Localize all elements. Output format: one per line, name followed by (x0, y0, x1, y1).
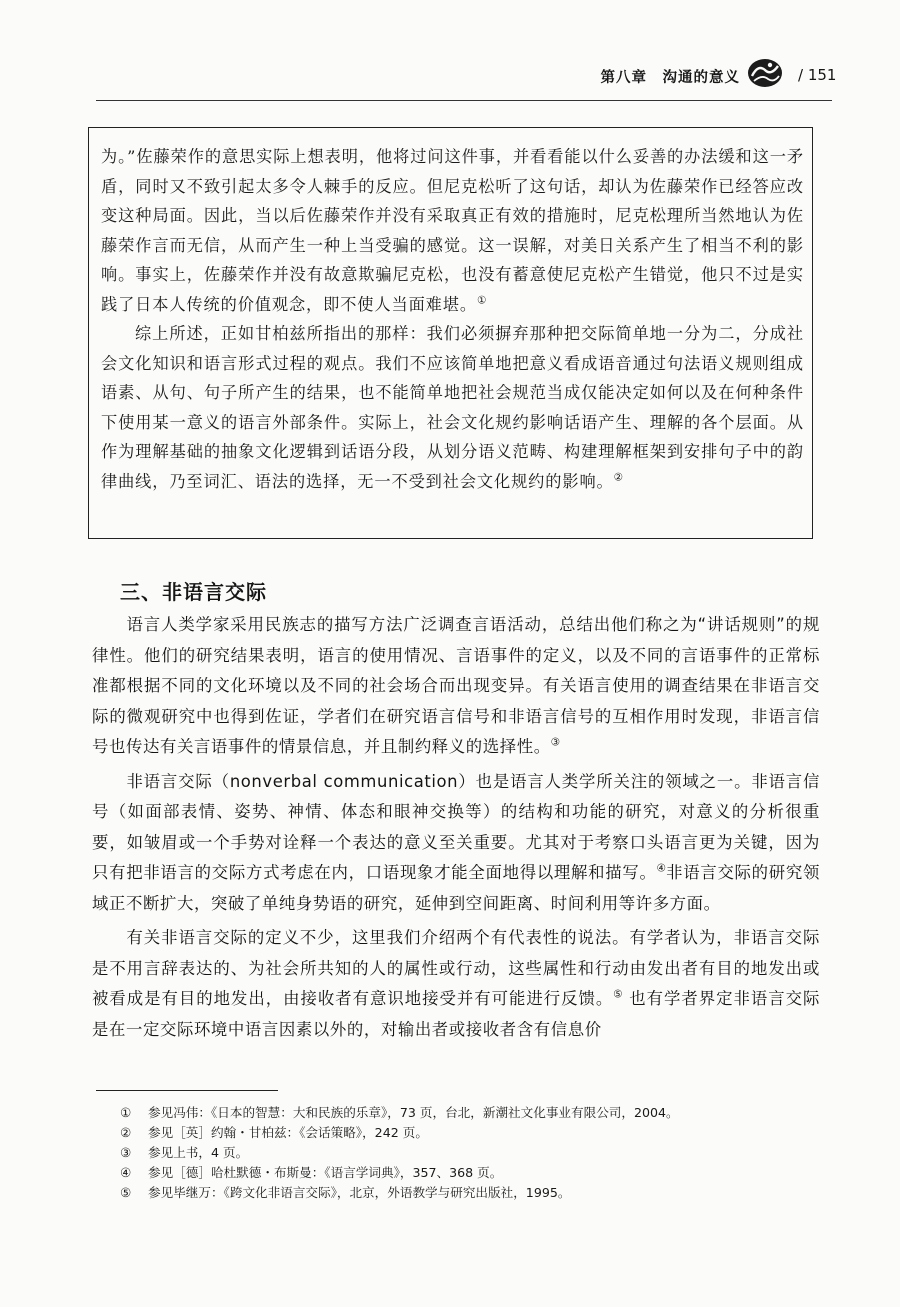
quote-box (88, 127, 813, 539)
quote-paragraph-1: 为。”佐藤荣作的意思实际上想表明，他将过问这件事，并看看能以什么妥善的办法缓和这一矛盾，同时又不致引起太多令人棘手的反应。但尼克松听了这句话，却认为佐藤荣作已经答应改变这种局面。因此，当以后佐藤荣作并没有采取真正有效的措施时，尼克松理所当然地认为佐藤荣作言而无信，从而产生一种上当受骗的感觉。这一误解，对美日关系产生了相当不利的影响。事实上，佐藤荣作并没有故意欺骗尼克松，也没有蓄意使尼克松产生错觉，他只不过是实践了日本人传统的价值观念，即不使人当面难堪。① (101, 147, 804, 314)
quote-paragraph-2: 综上所述，正如甘柏兹所指出的那样：我们必须摒弃那种把交际简单地一分为二，分成社会文化知识和语言形式过程的观点。我们不应该简单地把意义看成语音通过句法语义规则组成语素、从句、句子所产生的结果，也不能简单地把社会规范当成仅能决定如何以及在何种条件下使用某一意义的语言外部条件。实际上，社会文化规约影响话语产生、理解的各个层面。从作为理解基础的抽象文化逻辑到话语分段，从划分语义范畴、构建理解框架到安排句子中的韵律曲线，乃至词汇、语法的选择，无一不受到社会文化规约的影响。② (101, 324, 804, 491)
footnote-ref-4: ④ (656, 862, 667, 875)
footnote-2: ② 参见［英］约翰・甘柏兹：《会话策略》，242 页。 (120, 1125, 428, 1140)
running-header (0, 56, 900, 96)
header-rule (96, 100, 832, 101)
chapter-title: 第八章 沟通的意义 (600, 70, 740, 86)
footnote-5: ⑤ 参见毕继万：《跨文化非语言交际》，北京，外语教学与研究出版社，1995。 (120, 1185, 571, 1200)
footnote-4: ④ 参见［德］哈杜默德・布斯曼：《语言学词典》，357、368 页。 (120, 1165, 503, 1180)
footnote-3: ③ 参见上书，4 页。 (120, 1145, 249, 1160)
footnote-ref-2: ② (613, 471, 624, 484)
page-number: / 151 (798, 66, 837, 84)
chapter-emblem-icon (746, 56, 784, 90)
footnotes (120, 1103, 820, 1203)
footnote-1: ① 参见冯伟：《日本的智慧：大和民族的乐章》，73 页，台北，新潮社文化事业有限公司，2004。 (120, 1105, 679, 1120)
footnote-rule (96, 1090, 278, 1091)
body-paragraph-3: 有关非语言交际的定义不少，这里我们介绍两个有代表性的说法。有学者认为，非语言交际是不用言辞表达的、为社会所共知的人的属性或行动，这些属性和行动由发出者有目的地发出或被看成是有目的地发出，由接收者有意识地接受并有可能进行反馈。⑤ 也有学者界定非语言交际是在一定交际环境中语言因素以外的，对输出者或接收者含有信息价 (92, 928, 820, 1039)
footnote-ref-3: ③ (550, 736, 561, 749)
section-heading: 三、非语言交际 (120, 580, 267, 604)
footnote-ref-5: ⑤ (613, 988, 624, 1001)
body-paragraph-2: 非语言交际（nonverbal communication）也是语言人类学所关注的领域之一。非语言信号（如面部表情、姿势、神情、体态和眼神交换等）的结构和功能的研究，对意义的分析很重要，如皱眉或一个手势对诠释一个表达的意义至关重要。尤其对于考察口头语言更为关键，因为只有把非语言的交际方式考虑在内，口语现象才能全面地得以理解和描写。④非语言交际的研究领域正不断扩大，突破了单纯身势语的研究，延伸到空间距离、时间利用等许多方面。 (92, 771, 820, 913)
footnote-ref-1: ① (476, 294, 487, 307)
body-paragraph-1: 语言人类学家采用民族志的描写方法广泛调查言语活动，总结出他们称之为“讲话规则”的规律性。他们的研究结果表明，语言的使用情况、言语事件的定义，以及不同的言语事件的正常标准都根据不同的文化环境以及不同的社会场合而出现变异。有关语言使用的调查结果在非语言交际的微观研究中也得到佐证，学者们在研究语言信号和非语言信号的互相作用时发现，非语言信号也传达有关言语事件的情景信息，并且制约释义的选择性。③ (92, 615, 820, 756)
body-text (92, 610, 820, 1045)
